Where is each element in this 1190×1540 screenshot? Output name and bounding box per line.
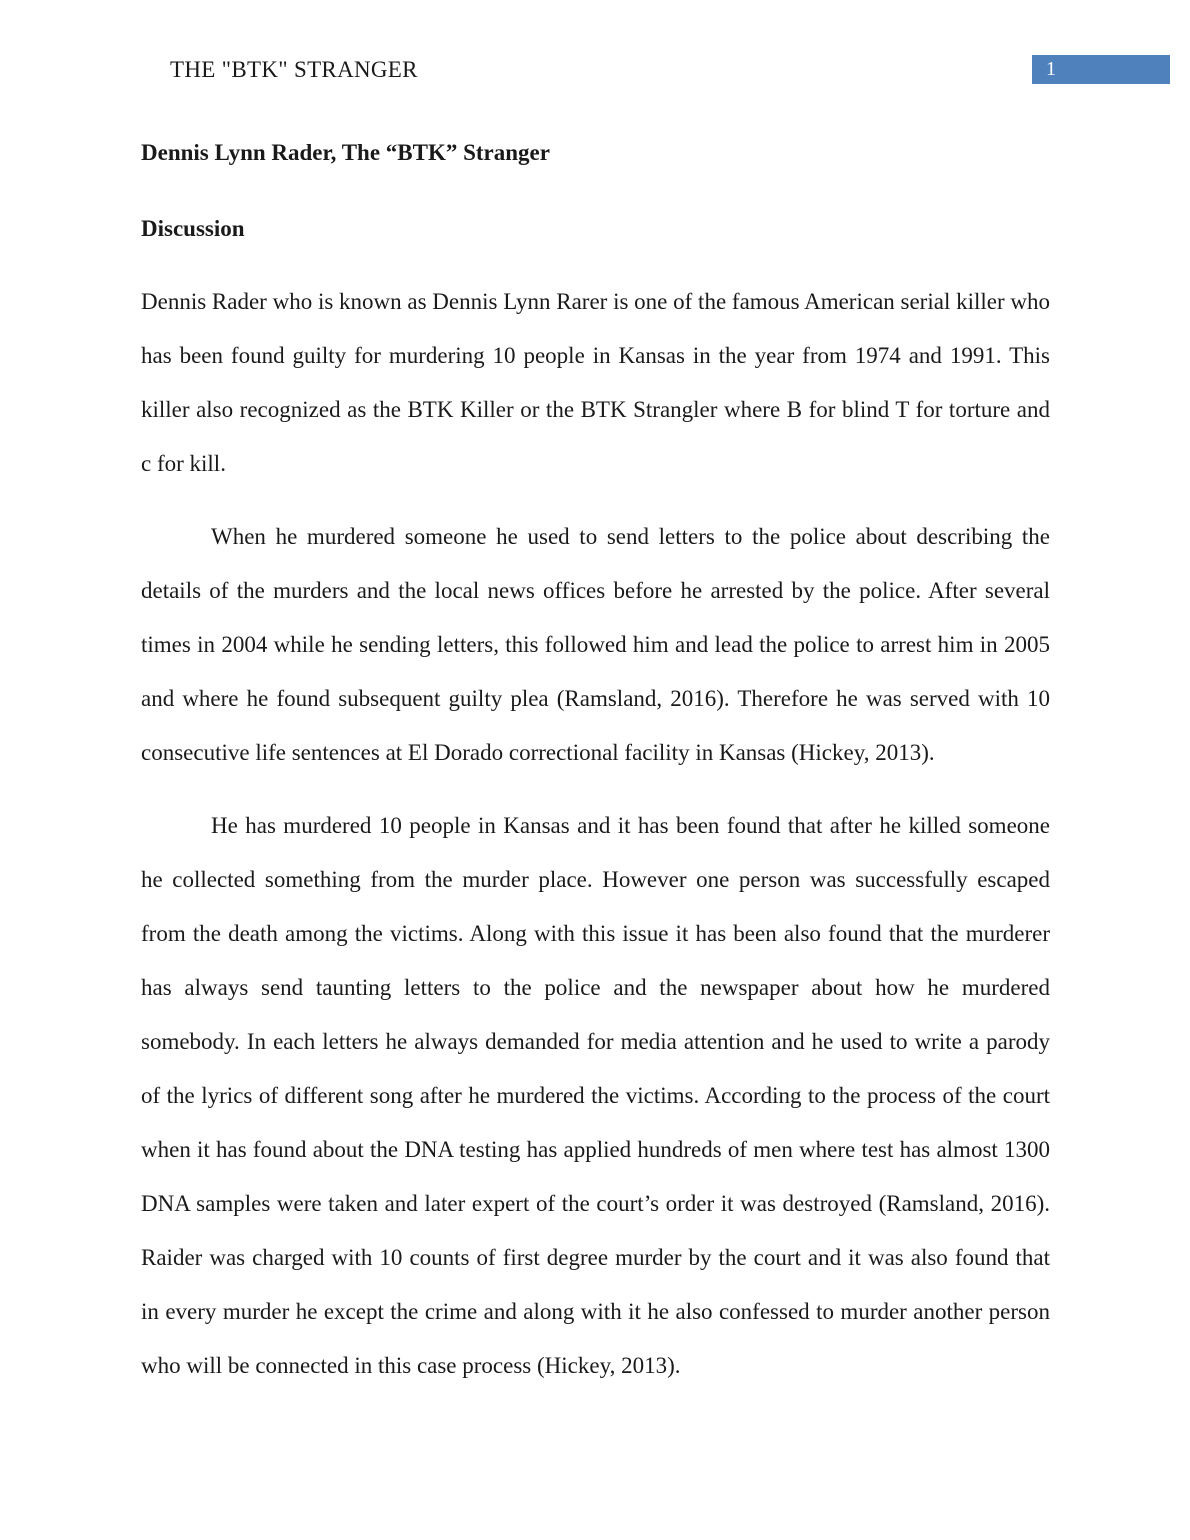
- paragraphs-container: [141, 275, 1050, 1393]
- section-heading: Discussion: [141, 216, 245, 241]
- document-body: [141, 0, 1050, 1412]
- paragraph: Dennis Rader who is known as Dennis Lynn Rarer is one of the famous American serial killer who has been found guilty for murdering 10 people in Kansas in the year from 1974 and 1991. This killer also recognized as the BTK Killer or the BTK Strangler where B for blind T for torture and c for kill.: [141, 289, 1050, 476]
- document-title: Dennis Lynn Rader, The “BTK” Stranger: [141, 140, 550, 165]
- running-head-text: THE "BTK" STRANGER: [170, 57, 418, 82]
- paragraph: He has murdered 10 people in Kansas and it has been found that after he killed someone he collected something from the murder place. However one person was successfully escaped from the death among the victims. Along with this issue it has been also found that the murderer has always send taunting letters to the police and the newspaper about how he murdered somebody. In each letters he always demanded for media attention and he used to write a parody of the lyrics of different song after he murdered the victims. According to the process of the court when it has found about the DNA testing has applied hundreds of men where test has almost 1300 DNA samples were taken and later expert of the court’s order it was destroyed (Ramsland, 2016). Raider was charged with 10 counts of first degree murder by the court and it was also found that in every murder he except the crime and along with it he also confessed to murder another person who will be connected in this case process (Hickey, 2013).: [141, 813, 1050, 1378]
- page-number: 1: [1046, 58, 1056, 80]
- page-number-box: [1032, 55, 1170, 84]
- paragraph: When he murdered someone he used to send letters to the police about describing the details of the murders and the local news offices before he arrested by the police. After several times in 2004 while he sending letters, this followed him and lead the police to arrest him in 2005 and where he found subsequent guilty plea (Ramsland, 2016). Therefore he was served with 10 consecutive life sentences at El Dorado correctional facility in Kansas (Hickey, 2013).: [141, 524, 1050, 765]
